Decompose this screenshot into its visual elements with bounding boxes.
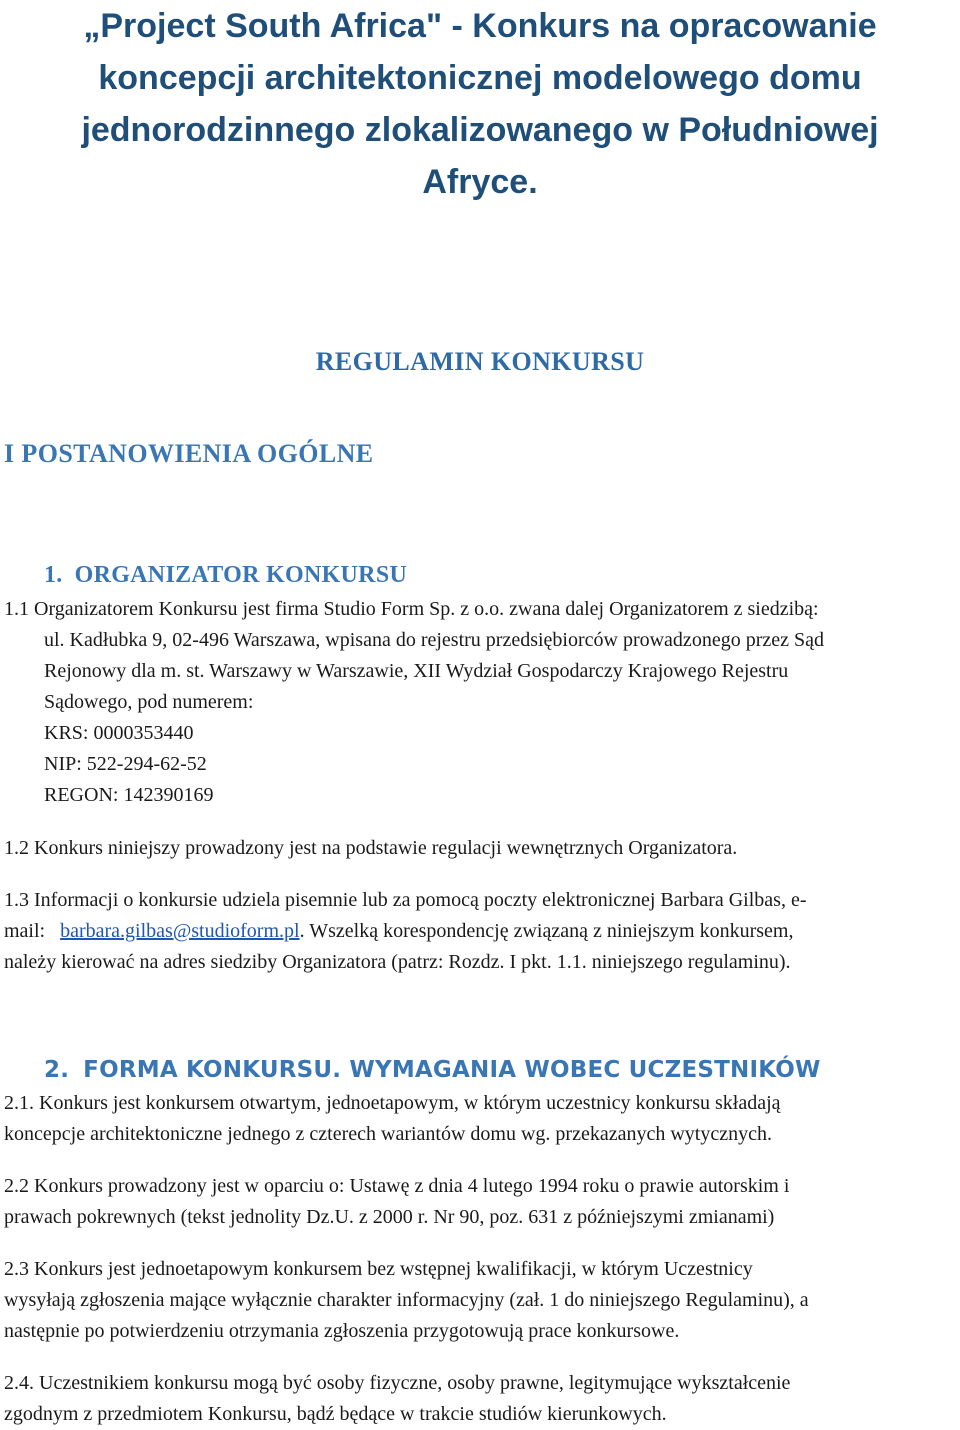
regulamin-title: REGULAMIN KONKURSU (315, 347, 645, 376)
heading-forma-konkursu (44, 1052, 821, 1088)
nip-number: NIP: 522-294-62-52 (44, 753, 207, 775)
heading-number: 1. (44, 562, 63, 588)
paragraph-1-1-line: 1.1 Organizatorem Konkursu jest firma Studio Form Sp. z o.o. zwana dalej Organizatorem z siedzibą: (4, 598, 819, 620)
paragraph-2-2-line: 2.2 Konkurs prowadzony jest w oparciu o: Ustawę z dnia 4 lutego 1994 roku o prawie autorskim i (4, 1175, 790, 1197)
email-prefix: mail: (4, 920, 51, 942)
title-line: koncepcji architektonicznej modelowego domu (98, 59, 862, 97)
title-line: Afryce. (422, 163, 538, 201)
paragraph-1-1-line: Sądowego, pod numerem: (44, 691, 254, 713)
paragraph-1-1-line: Rejonowy dla m. st. Warszawy w Warszawie, XII Wydział Gospodarczy Krajowego Rejestru (44, 660, 789, 682)
paragraph-2-3-line: wysyłają zgłoszenia mające wyłącznie charakter informacyjny (zał. 1 do niniejszego Regulaminu), a (4, 1289, 809, 1311)
paragraph-2-1-line: koncepcje architektoniczne jednego z czterech wariantów domu wg. przekazanych wytycznych. (4, 1123, 772, 1145)
paragraph-2-1-line: 2.1. Konkurs jest konkursem otwartym, jednoetapowym, w którym uczestnicy konkursu składają (4, 1092, 781, 1114)
paragraph-1-3-line (4, 916, 794, 946)
paragraph-1-3-line: 1.3 Informacji o konkursie udziela pisemnie lub za pomocą poczty elektronicznej Barbara Gilbas, e- (4, 889, 807, 911)
paragraph-2-2-line: prawach pokrewnych (tekst jednolity Dz.U. z 2000 r. Nr 90, poz. 631 z późniejszymi zmianami) (4, 1206, 775, 1228)
heading-organizator (44, 556, 407, 594)
paragraph-2-4-line: 2.4. Uczestnikiem konkursu mogą być osoby fizyczne, osoby prawne, legitymujące wykształcenie (4, 1372, 791, 1394)
paragraph-2-3-line: 2.3 Konkurs jest jednoetapowym konkursem bez wstępnej kwalifikacji, w którym Uczestnicy (4, 1258, 753, 1280)
paragraph-1-1-line: ul. Kadłubka 9, 02-496 Warszawa, wpisana do rejestru przedsiębiorców prowadzonego przez Sąd (44, 629, 824, 651)
email-link[interactable]: barbara.gilbas@studioform.pl (60, 920, 300, 942)
paragraph-2-3-line: następnie po potwierdzeniu otrzymania zgłoszenia przygotowują prace konkursowe. (4, 1320, 680, 1342)
email-suffix: . Wszelką korespondencję związaną z niniejszym konkursem, (299, 920, 794, 942)
paragraph-1-2: 1.2 Konkurs niniejszy prowadzony jest na podstawie regulacji wewnętrznych Organizatora. (4, 837, 738, 859)
paragraph-2-4-line: zgodnym z przedmiotem Konkursu, bądź będące w trakcie studiów kierunkowych. (4, 1403, 667, 1425)
heading-number: 2. (44, 1057, 70, 1083)
section-title: I POSTANOWIENIA OGÓLNE (4, 439, 374, 468)
document-title (0, 0, 960, 208)
paragraph-1-3-line: należy kierować na adres siedziby Organizatora (patrz: Rozdz. I pkt. 1.1. niniejszego regulaminu). (4, 951, 791, 973)
title-line: jednorodzinnego zlokalizowanego w Południowej (81, 111, 879, 149)
heading-text: FORMA KONKURSU. WYMAGANIA WOBEC UCZESTNIKÓW (83, 1057, 821, 1083)
krs-number: KRS: 0000353440 (44, 722, 194, 744)
heading-text: ORGANIZATOR KONKURSU (74, 562, 408, 588)
regon-number: REGON: 142390169 (44, 784, 214, 806)
title-line: „Project South Africa" - Konkurs na opracowanie (83, 7, 877, 45)
